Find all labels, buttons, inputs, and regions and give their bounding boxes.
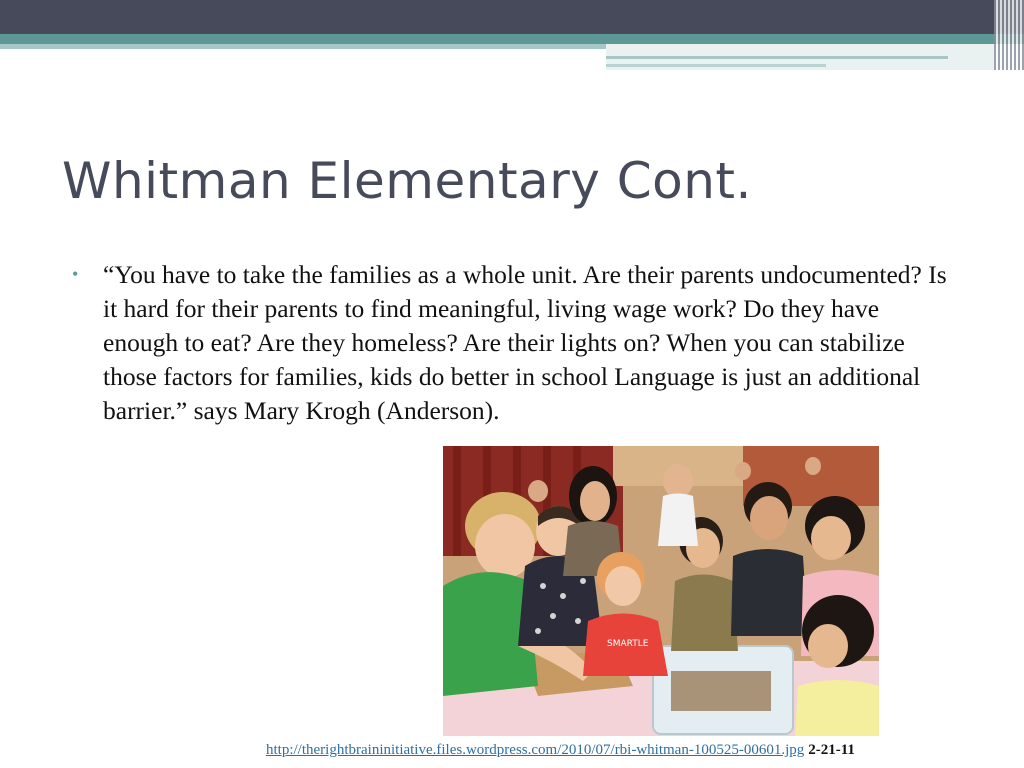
bullet-text: “You have to take the families as a whole unit. Are their parents undocumented? Is it hard for their parents to find meaningful, living wage work? Do they have enough to eat? Are they homeless? Are their lights on? When you can stabilize those factors for families, kids do better in school Language is just an additional barrier.” says Mary Krogh (Anderson).: [103, 260, 947, 425]
classroom-photo-illustration: [443, 446, 879, 736]
header-right-line-short: [606, 64, 826, 67]
header-right-line: [606, 56, 948, 59]
bullet-icon: •: [72, 264, 79, 284]
header-teal-band: [0, 34, 1024, 44]
header-light-band: [0, 44, 610, 49]
header-stripes: [994, 0, 1024, 70]
source-link[interactable]: http://therightbraininitiative.files.wordpress.com/2010/07/rbi-whitman-100525-00601.jpg: [266, 742, 805, 758]
slide-title: Whitman Elementary Cont.: [62, 152, 752, 210]
shirt-text: SMARTLE: [607, 639, 649, 649]
header-dark-band: [0, 0, 1024, 34]
bullet-item: [72, 258, 952, 428]
classroom-photo: [443, 446, 879, 736]
footer: [266, 742, 855, 759]
slide-date: 2-21-11: [808, 742, 855, 758]
